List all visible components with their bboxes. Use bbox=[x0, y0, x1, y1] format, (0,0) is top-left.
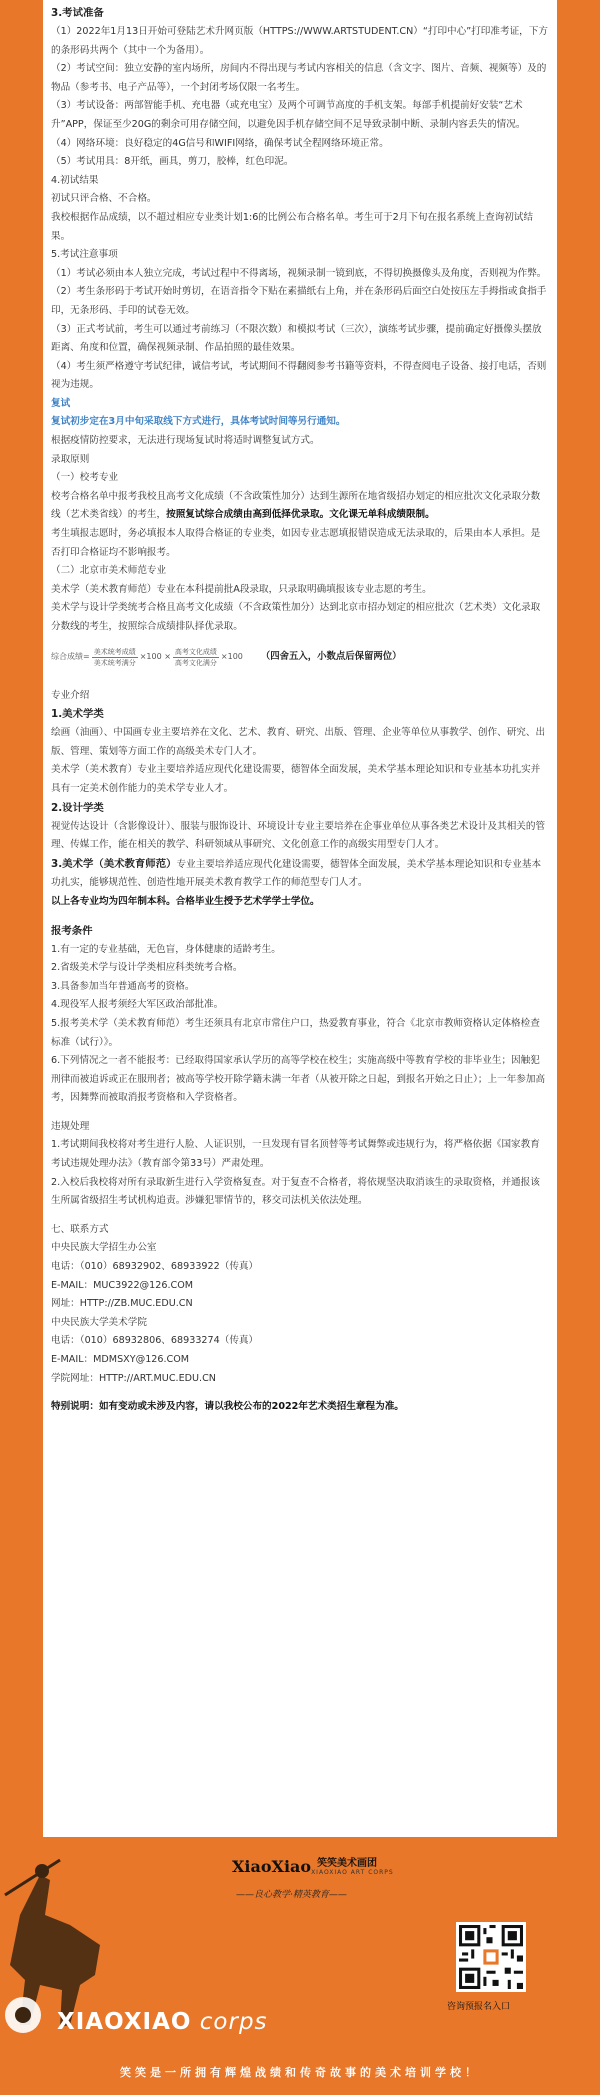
contact-line: 学院网址：HTTP://ART.MUC.EDU.CN bbox=[51, 1372, 216, 1384]
retest-para: 根据疫情防控要求，无法进行现场复试时将适时调整复试方式。 bbox=[51, 435, 320, 447]
school-title: （一）校考专业 bbox=[51, 472, 119, 484]
corps-b: corps bbox=[191, 2009, 268, 2035]
retest-highlight: 复试初步定在3月中旬采取线下方式进行，具体考试时间等另行通知。 bbox=[51, 416, 346, 428]
formula-mul2: ×100 bbox=[220, 652, 243, 662]
beijing-title: （二）北京市美术师范专业 bbox=[51, 565, 167, 577]
school-para-b: 按照复试综合成绩由高到低择优录取。文化课无单科成绩限制。 bbox=[166, 509, 435, 521]
qr-code-icon[interactable] bbox=[456, 1922, 526, 1992]
list-item: （5）考试用具：8开纸，画具，剪刀，胶棒，红色印泥。 bbox=[51, 156, 294, 168]
school-para2: 考生填报志愿时，务必填报本人取得合格证的专业类，如因专业志愿填报错误造成无法录取的，后果由本人承担。是否打印合格证均不影响报考。 bbox=[51, 528, 541, 558]
degree-note: 以上各专业均为四年制本科。合格毕业生授予艺术学学士学位。 bbox=[51, 895, 320, 907]
list-item: 我校根据作品成绩，以不超过相应专业类计划1:6的比例公布合格名单。考生可于2月下旬在报名系统上查询初试结果。 bbox=[51, 211, 534, 242]
design-title: 2.设计学类 bbox=[51, 801, 104, 814]
school-para bbox=[51, 488, 549, 525]
list-item: 4.现役军人报考须经大军区政治部批准。 bbox=[51, 999, 224, 1011]
logo-cn: 笑笑美术画团 bbox=[317, 1857, 378, 1869]
teacher-body: 专业主要培养适应现代化建设需要，德智体全面发展，美术学基本理论知识和专业基本功扎实，能够规范性、创造性地开展美术教育教学工作的师范型专门人才。 bbox=[51, 858, 542, 889]
fraction-2 bbox=[173, 647, 219, 668]
list-item: （3）考试设备：两部智能手机、充电器（或充电宝）及两个可调节高度的手机支架。每部手机提前好安装“艺术升”APP，保证至少20G的剩余可用存储空间，以避免因手机存储空间不足导致录制中断、录制内容丢失的情况。 bbox=[51, 100, 526, 130]
qr-label: 咨询预报名入口 bbox=[447, 2002, 511, 2012]
admit-title: 录取原则 bbox=[51, 453, 90, 465]
beijing-para: 美术学（美术教育师范）专业在本科提前批A段录取，只录取明确填报该专业志愿的考生。 bbox=[51, 583, 432, 595]
corps-a: XIAOXIAO bbox=[57, 2009, 192, 2035]
list-item: 2.入校后我校将对所有录取新生进行入学资格复查。对于复查不合格者，将依规坚决取消该生的录取资格，并通报该生所属省级招生考试机构追责。涉嫌犯罪情节的，移交司法机关依法处理。 bbox=[51, 1176, 540, 1207]
fraction-den: 高考文化满分 bbox=[174, 659, 217, 668]
design-para: 视觉传达设计（含影像设计）、服装与服饰设计、环境设计专业主要培养在企事业单位从事各类艺术设计及其相关的管理、传媒工作，能在相关的教学、科研领域从事研究、文化创意工作的高级实用型专门人才。 bbox=[51, 820, 546, 851]
brand-footer bbox=[0, 1837, 600, 2095]
fraction-num: 高考文化成绩 bbox=[174, 648, 217, 657]
school-para-a: 校考合格名单中报考我校且高考文化成绩（不含政策性加分）达到生源所在地省级招办划定的相应批次文化录取分数线（艺术类省线）的考生， bbox=[51, 490, 541, 521]
brand-logo bbox=[232, 1857, 394, 1876]
exam-prep-list bbox=[51, 23, 549, 172]
qr-pattern bbox=[459, 1925, 523, 1989]
viol-title: 违规处理 bbox=[51, 1120, 90, 1132]
corps-wordmark bbox=[57, 2009, 268, 2035]
special-note: 特别说明：如有变动或未涉及内容，请以我校公布的2022年艺术类招生章程为准。 bbox=[51, 1401, 404, 1413]
fraction-1 bbox=[92, 647, 138, 668]
cond-title: 报考条件 bbox=[51, 924, 93, 937]
list-item: 1.有一定的专业基础，无色盲，身体健康的适龄考生。 bbox=[51, 943, 281, 955]
list-item: 2.省级美术学与设计学类相应科类统考合格。 bbox=[51, 962, 243, 974]
list-item: （4）网络环境：良好稳定的4G信号和WIFI网络，确保考试全程网络环境正常。 bbox=[51, 137, 389, 149]
tagline: 笑笑是一所拥有辉煌战绩和传奇故事的美术培训学校！ bbox=[120, 2066, 480, 2079]
list-item: （3）正式考试前，考生可以通过考前练习（不限次数）和模拟考试（三次），演练考试步骤，提前确定好摄像头摆放距离、角度和位置，确保视频录制、作品拍照的最佳效果。 bbox=[51, 323, 542, 354]
art-para: 绘画（油画）、中国画专业主要培养在文化、艺术、教育、研究、出版、管理、企业等单位从事教学、创作、研究、出版、管理、策划等方面工作的高级美术专门人才。 bbox=[51, 727, 546, 757]
art-para: 美术学（美术教育）专业主要培养适应现代化建设需要，德智体全面发展，美术学基本理论知识和专业基本功扎实并具有一定美术创作能力的美术学专业人才。 bbox=[51, 764, 541, 794]
list-item: （4）考生须严格遵守考试纪律，诚信考试，考试期间不得翻阅参考书籍等资料，不得查阅电子设备、接打电话，否则视为违规。 bbox=[51, 360, 547, 391]
list-item: （1）2022年1月13日开始可登陆艺术升网页版（HTTPS://WWW.ARTSTUDENT.CN）“打印中心”打印准考证，下方的条形码共两个（其中一个为备用）。 bbox=[51, 26, 548, 56]
exam-prep-title: 3.考试准备 bbox=[51, 7, 104, 19]
teacher-title: 3.美术学（美术教育师范） bbox=[51, 857, 177, 870]
list-item: 6.下列情况之一者不能报考：已经取得国家承认学历的高等学校在校生；实施高级中等教育学校的非毕业生；因触犯刑律而被追诉或正在服刑者；被高等学校开除学籍未满一年者（从被开除之日起，到报名开始之日止）；上一年参加高考，因舞弊而被取消报考资格和入学资格者。 bbox=[51, 1055, 546, 1104]
prelim-title: 4.初试结果 bbox=[51, 174, 99, 186]
contact-line: E-MAIL：MUC3922@126.COM bbox=[51, 1279, 194, 1291]
fraction-den: 美术统考满分 bbox=[93, 659, 136, 668]
contact-title: 七、联系方式 bbox=[51, 1223, 109, 1235]
contact-line: 电话：（010）68932902、68933922（传真） bbox=[51, 1261, 259, 1273]
intro-title: 专业介绍 bbox=[51, 689, 90, 701]
slogan: ——良心教学·精英教育—— bbox=[236, 1890, 347, 1900]
score-formula bbox=[51, 643, 549, 673]
logo-en: XIAOXIAO ART CORPS bbox=[311, 1868, 394, 1876]
list-item: （2）考生条形码于考试开始时剪切，在语音指令下贴在素描纸右上角，并在条形码后面空白处按压左手拇指或食指手印，无条形码、手印的试卷无效。 bbox=[51, 286, 547, 316]
teacher-para bbox=[51, 855, 549, 893]
formula-mul1: ×100 × bbox=[139, 652, 171, 662]
list-item: 1.考试期间我校将对考生进行人脸、人证识别，一旦发现有冒名顶替等考试舞弊或违规行为，将严格依据《国家教育考试违规处理办法》（教育部令第33号）严肃处理。 bbox=[51, 1139, 540, 1170]
contact-line: 中央民族大学招生办公室 bbox=[51, 1242, 157, 1254]
beijing-para2: 美术学与设计学类统考合格且高考文化成绩（不含政策性加分）达到北京市招办划定的相应批次（艺术类）文化录取分数线的考生，按照综合成绩排队择优录取。 bbox=[51, 602, 541, 632]
formula-note: （四舍五入，小数点后保留两位） bbox=[260, 651, 402, 663]
notes-title: 5.考试注意事项 bbox=[51, 249, 118, 261]
list-item: 3.具备参加当年普通高考的资格。 bbox=[51, 980, 195, 992]
list-item: 初试只评合格、不合格。 bbox=[51, 193, 157, 205]
list-item: （1）考试必须由本人独立完成，考试过程中不得离场，视频录制一镜到底，不得切换摄像头及角度，否则视为作弊。 bbox=[51, 267, 547, 279]
art-title: 1.美术学类 bbox=[51, 708, 104, 721]
retest-title: 复试 bbox=[51, 397, 71, 409]
formula-label: 综合成绩= bbox=[51, 652, 90, 662]
logo-mark: XiaoXiao bbox=[232, 1857, 312, 1876]
list-item: 5.报考美术学（美术教育师范）考生还须具有北京市常住户口，热爱教育事业，符合《北京市教师资格认定体格检查标准（试行）》。 bbox=[51, 1017, 540, 1048]
contact-line: 网址：HTTP://ZB.MUC.EDU.CN bbox=[51, 1298, 193, 1310]
contact-line: 中央民族大学美术学院 bbox=[51, 1316, 147, 1328]
list-item: （2）考试空间：独立安静的室内场所，房间内不得出现与考试内容相关的信息（含文字、图片、音频、视频等）及的物品（参考书、电子产品等），一个封闭考场仅限一名考生。 bbox=[51, 63, 547, 93]
contact-line: E-MAIL：MDMSXY@126.COM bbox=[51, 1354, 190, 1365]
contact-line: 电话：（010）68932806、68933274（传真） bbox=[51, 1335, 259, 1347]
fraction-num: 美术统考成绩 bbox=[93, 648, 136, 657]
document-panel bbox=[43, 0, 557, 1837]
